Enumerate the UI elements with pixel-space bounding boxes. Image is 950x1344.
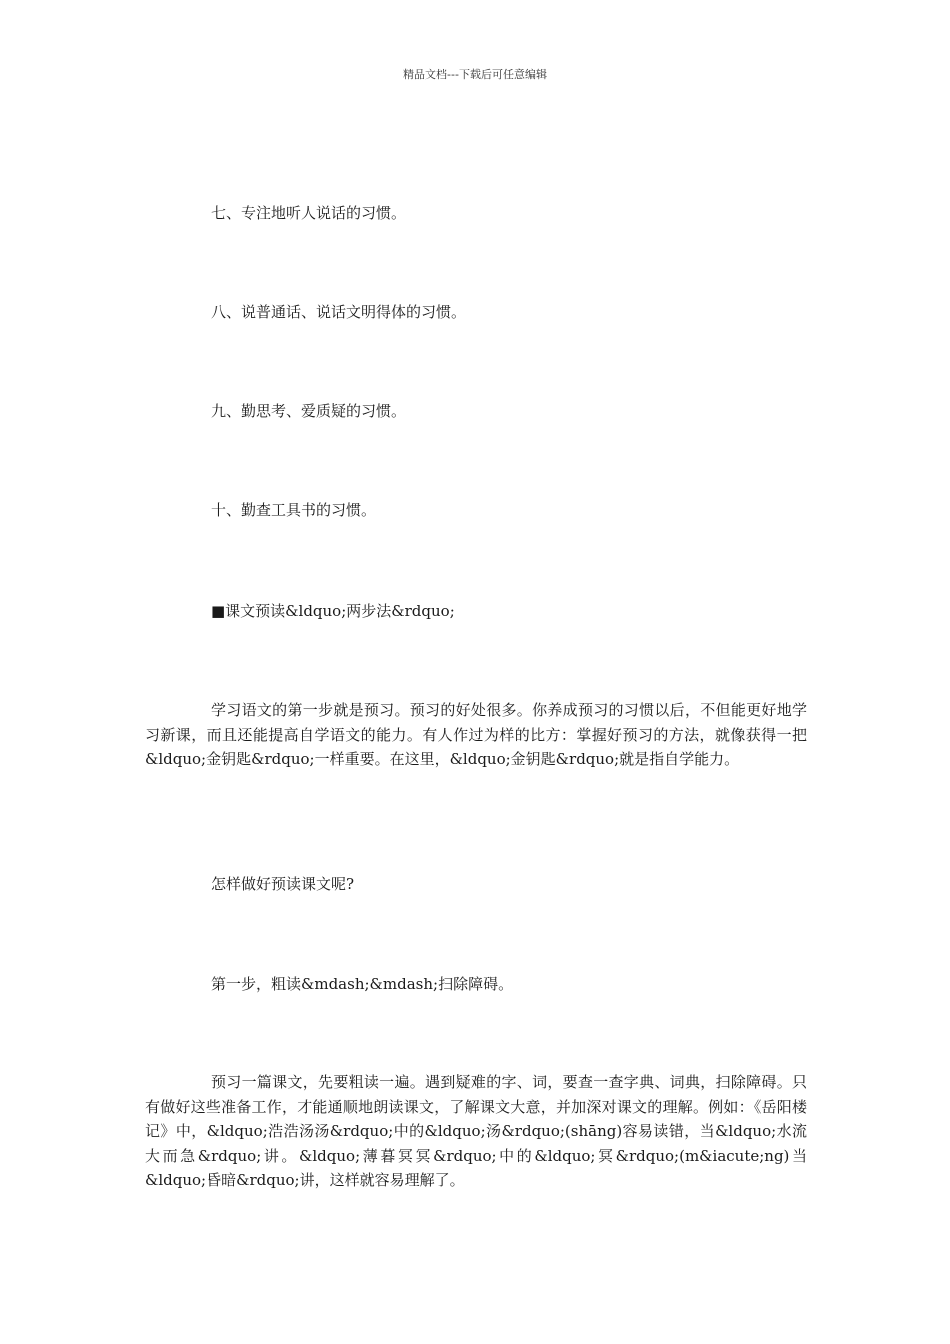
habit-item-9: 九、勤思考、爱质疑的习惯。 [211, 402, 407, 420]
step-one-heading: 第一步，粗读&mdash;&mdash;扫除障碍。 [211, 975, 514, 993]
section-title: ■课文预读&ldquo;两步法&rdquo; [211, 602, 455, 620]
habit-item-10: 十、勤查工具书的习惯。 [211, 501, 377, 519]
habit-item-8: 八、说普通话、说话文明得体的习惯。 [211, 303, 467, 321]
question-line: 怎样做好预读课文呢? [211, 875, 355, 893]
habit-item-7: 七、专注地听人说话的习惯。 [211, 204, 407, 222]
step-one-paragraph: 预习一篇课文，先要粗读一遍。遇到疑难的字、词，要查一查字典、词典，扫除障碍。只有做好这些准备工作，才能通顺地朗读课文，了解课文大意，并加深对课文的理解。例如：《岳阳楼记》中，&ldquo;浩浩汤汤&rdquo;中的&ldquo;汤&rdquo;(shāng)容易读错，当&ldquo;水流大而急&rdquo;讲。&ldquo;薄暮冥冥&rdquo;中的&ldquo;冥&rdquo;(m&iacute;ng)当&ldquo;昏暗&rdquo;讲，这样就容易理解了。 [145, 1073, 807, 1189]
page-header: 精品文档---下载后可任意编辑 [403, 68, 547, 81]
intro-paragraph: 学习语文的第一步就是预习。预习的好处很多。你养成预习的习惯以后，不但能更好地学习新课，而且还能提高自学语文的能力。有人作过为样的比方：掌握好预习的方法，就像获得一把&ldquo;金钥匙&rdquo;一样重要。在这里，&ldquo;金钥匙&rdquo;就是指自学能力。 [145, 701, 807, 768]
